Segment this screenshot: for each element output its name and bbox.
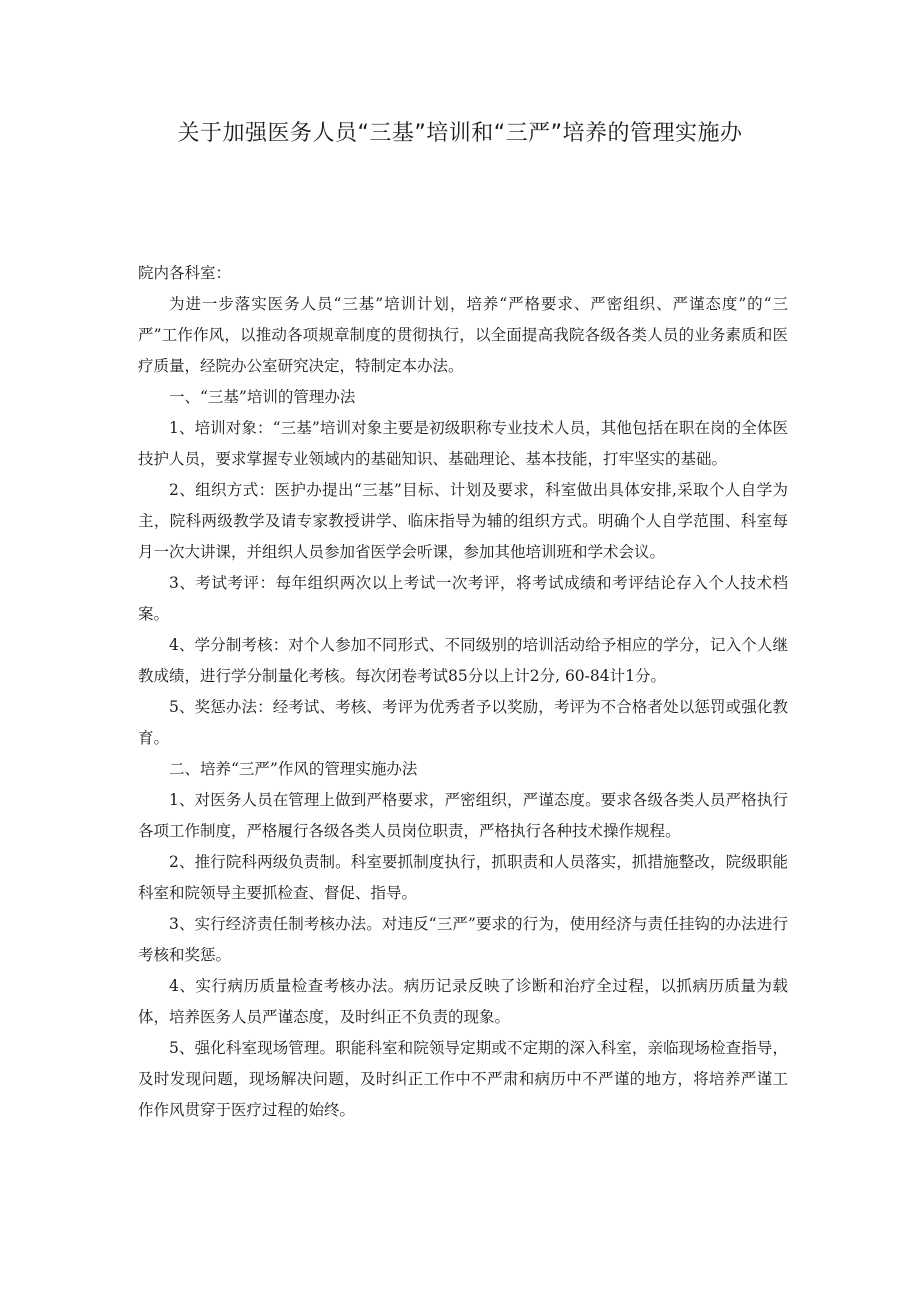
intro-paragraph: 为进一步落实医务人员“三基”培训计划，培养“严格要求、严密组织、严谨态度”的“三严”工作作风，以推动各项规章制度的贯彻执行，以全面提高我院各级各类人员的业务素质和医疗质量，经院办公室研究决定，特制定本办法。 bbox=[138, 295, 788, 375]
section-1-item-1: 1、培训对象：“三基”培训对象主要是初级职称专业技术人员，其他包括在职在岗的全体医技护人员，要求掌握专业领域内的基础知识、基础理论、基本技能，打牢坚实的基础。 bbox=[138, 419, 788, 468]
section-2-item-3: 3、实行经济责任制考核办法。对违反“三严”要求的行为，使用经济与责任挂钩的办法进行考核和奖惩。 bbox=[138, 915, 788, 964]
section-1-item-3: 3、考试考评：每年组织两次以上考试一次考评，将考试成绩和考评结论存入个人技术档案。 bbox=[138, 574, 788, 623]
section-1-item-2: 2、组织方式：医护办提出“三基”目标、计划及要求，科室做出具体安排,采取个人自学为主，院科两级教学及请专家教授讲学、临床指导为辅的组织方式。明确个人自学范围、科室每月一次大讲课，并组织人员参加省医学会听课，参加其他培训班和学术会议。 bbox=[138, 481, 788, 561]
section-2-heading: 二、培养“三严”作风的管理实施办法 bbox=[169, 760, 418, 778]
section-2-item-2: 2、推行院科两级负责制。科室要抓制度执行，抓职责和人员落实，抓措施整改，院级职能科室和院领导主要抓检查、督促、指导。 bbox=[138, 853, 788, 902]
section-1-item-5: 5、奖惩办法：经考试、考核、考评为优秀者予以奖励，考评为不合格者处以惩罚或强化教育。 bbox=[138, 698, 788, 747]
document-title: 关于加强医务人员“三基”培训和“三严”培养的管理实施办 bbox=[177, 121, 743, 146]
section-2-item-1: 1、对医务人员在管理上做到严格要求，严密组织，严谨态度。要求各级各类人员严格执行各项工作制度，严格履行各级各类人员岗位职责，严格执行各种技术操作规程。 bbox=[138, 791, 788, 840]
section-1-item-4: 4、学分制考核：对个人参加不同形式、不同级别的培训活动给予相应的学分，记入个人继教成绩，进行学分制量化考核。每次闭卷考试85分以上计2分, 60-84计1分。 bbox=[138, 636, 788, 685]
section-2-item-4: 4、实行病历质量检查考核办法。病历记录反映了诊断和治疗全过程，以抓病历质量为载体，培养医务人员严谨态度，及时纠正不负责的现象。 bbox=[138, 977, 788, 1026]
salutation: 院内各科室： bbox=[138, 264, 232, 282]
section-2-item-5: 5、强化科室现场管理。职能科室和院领导定期或不定期的深入科室，亲临现场检查指导，及时发现问题，现场解决问题，及时纠正工作中不严肃和病历中不严谨的地方，将培养严谨工作作风贯穿于医疗过程的始终。 bbox=[138, 1039, 788, 1119]
document-body bbox=[138, 258, 788, 1126]
section-1-heading: 一、“三基”培训的管理办法 bbox=[169, 388, 356, 406]
